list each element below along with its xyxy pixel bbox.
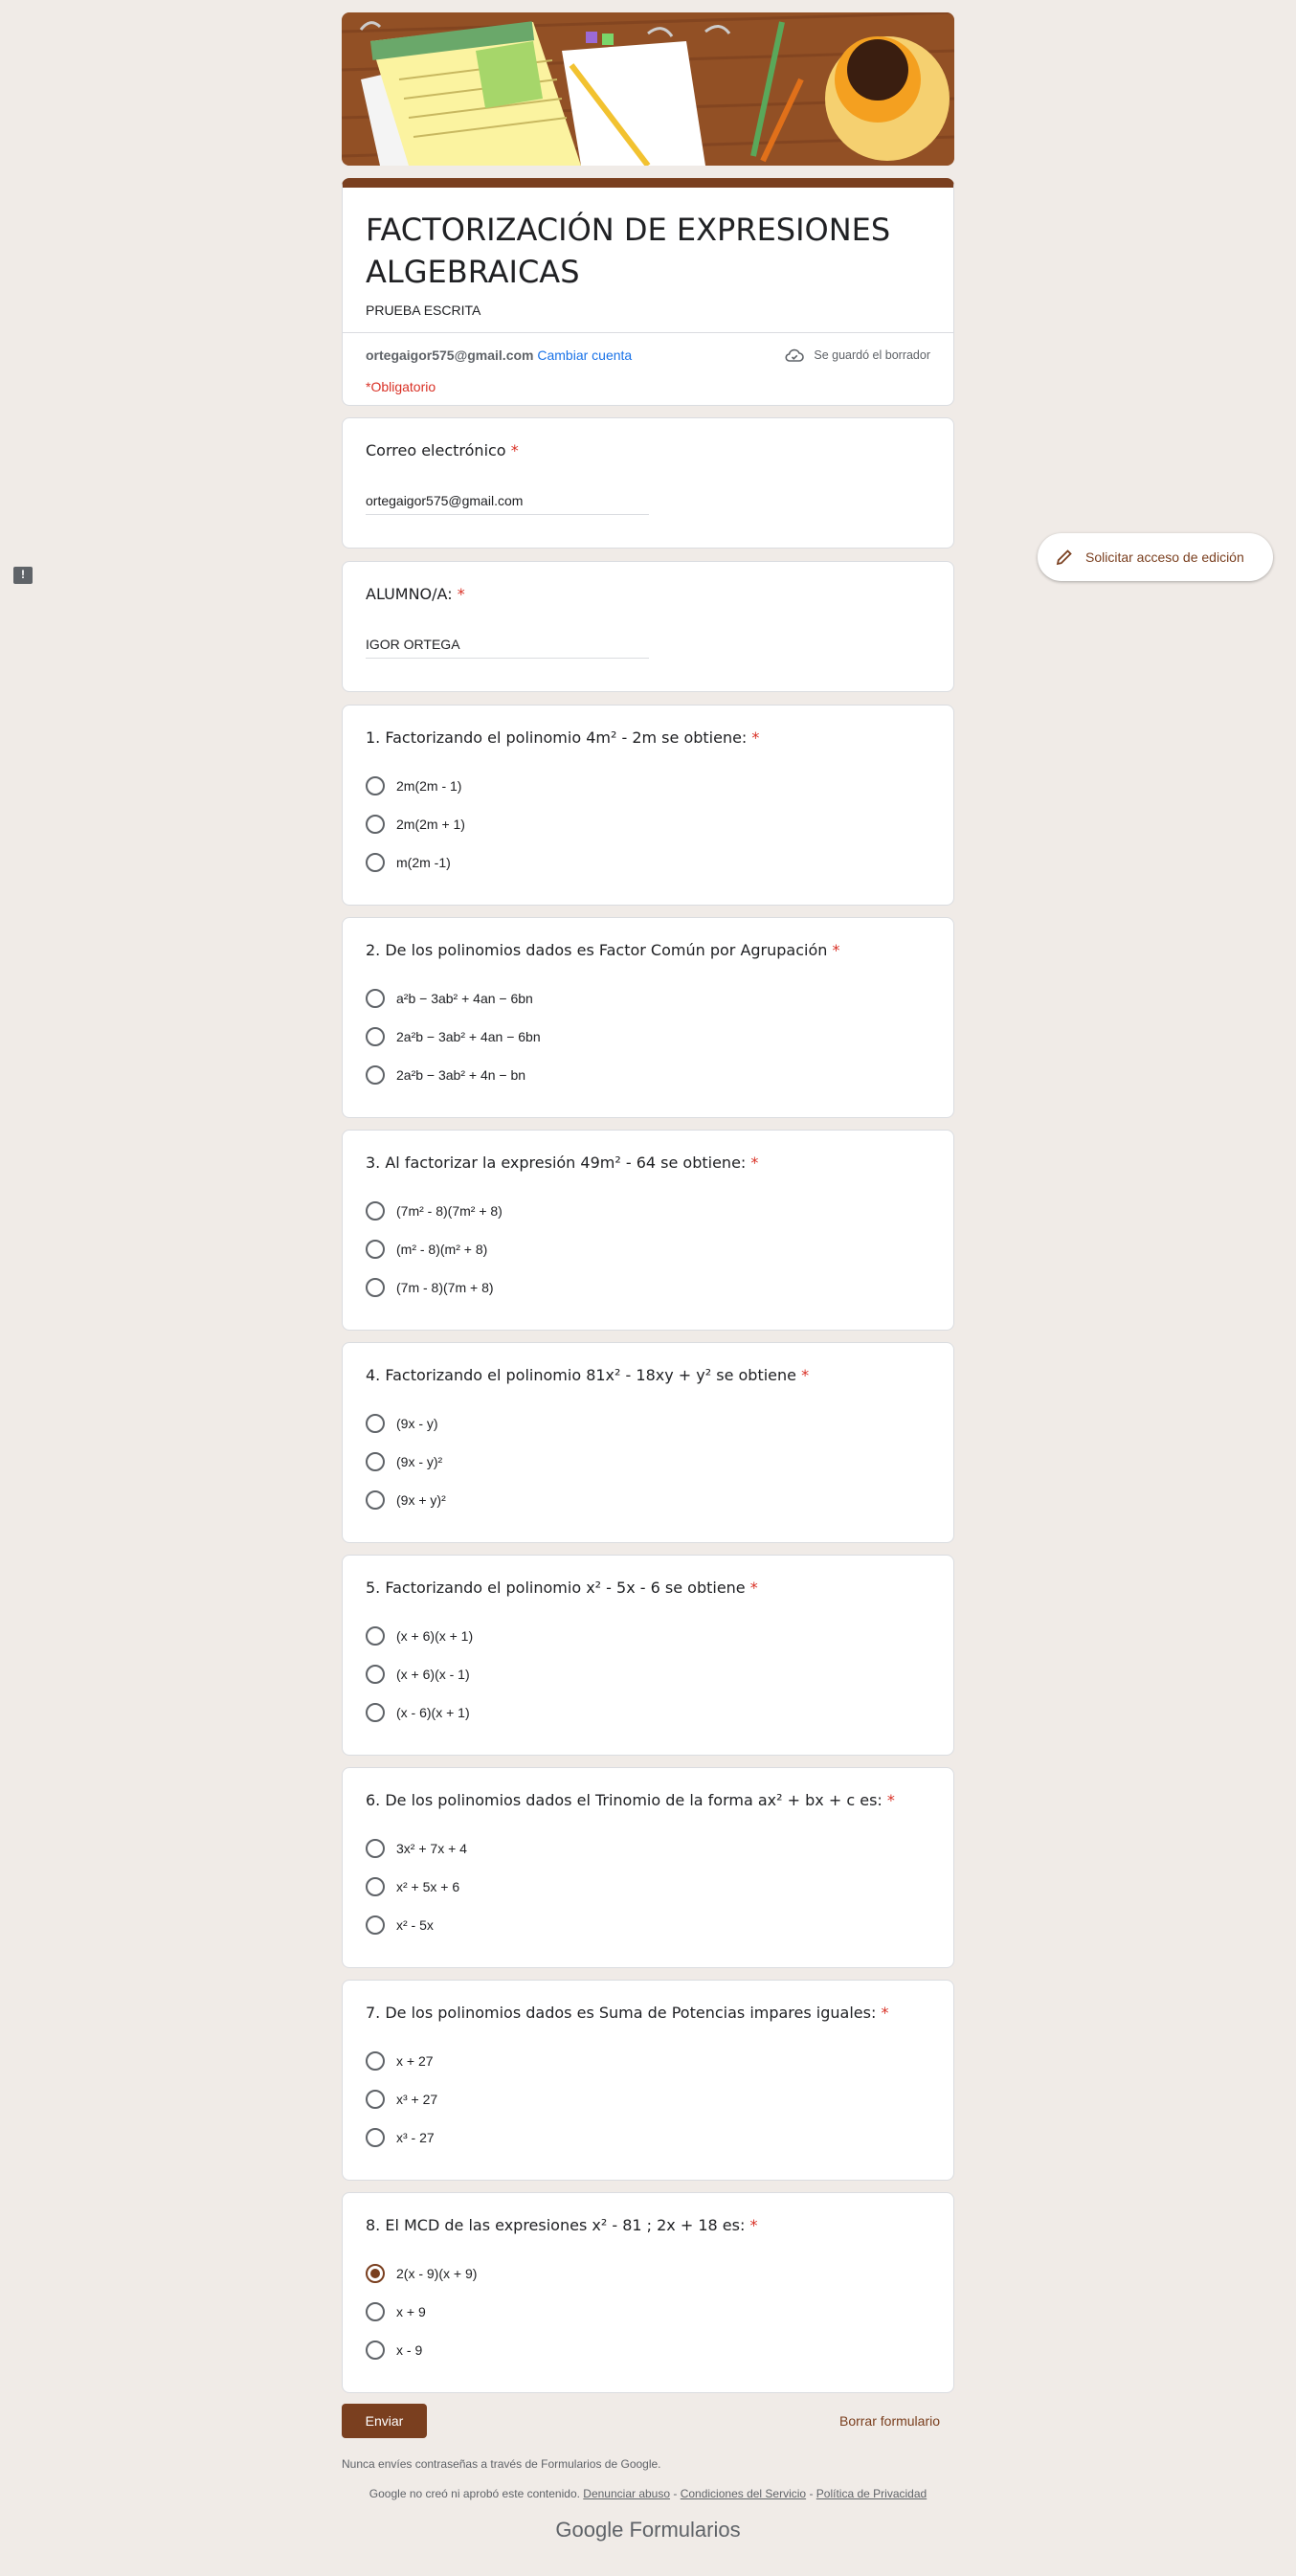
student-question-card (342, 561, 954, 692)
option-label: a²b − 3ab² + 4an − 6bn (396, 991, 533, 1006)
option-label: x - 9 (396, 2342, 423, 2358)
option-label: 2a²b − 3ab² + 4an − 6bn (396, 1029, 541, 1044)
radio-option[interactable] (366, 774, 461, 797)
student-name-field[interactable]: IGOR ORTEGA (366, 637, 649, 659)
required-star: * (747, 728, 760, 747)
radio-icon[interactable] (366, 1278, 385, 1297)
footer-links: Google no creó ni aprobó este contenido. Denunciar abuso - Condiciones del Servicio - Política de Privacidad (369, 2487, 927, 2500)
radio-icon[interactable] (366, 1915, 385, 1935)
question-title: Correo electrónico * (366, 441, 519, 459)
option-label: 2a²b − 3ab² + 4n − bn (396, 1067, 526, 1083)
form-description: PRUEBA ESCRITA (366, 302, 481, 318)
question-card-4 (342, 1342, 954, 1543)
submit-button[interactable]: Enviar (342, 2404, 427, 2438)
radio-icon[interactable] (366, 1703, 385, 1722)
question-title: 4. Factorizando el polinomio 81x² - 18xy + y² se obtiene * (366, 1366, 810, 1384)
question-title: 6. De los polinomios dados el Trinomio de la forma ax² + bx + c es: * (366, 1791, 895, 1809)
option-label: (x + 6)(x + 1) (396, 1628, 474, 1644)
required-star: * (745, 1579, 758, 1597)
radio-icon[interactable] (366, 2341, 385, 2360)
radio-option[interactable] (366, 1450, 442, 1473)
privacy-link[interactable]: Política de Privacidad (816, 2487, 927, 2500)
radio-option[interactable] (366, 813, 465, 836)
save-status (785, 347, 930, 363)
desk-illustration (342, 12, 954, 166)
radio-option[interactable] (366, 1412, 438, 1435)
radio-icon[interactable] (366, 2128, 385, 2147)
radio-option[interactable] (366, 2088, 437, 2111)
option-label: (m² - 8)(m² + 8) (396, 1242, 488, 1257)
account-line (366, 347, 632, 363)
question-card-2 (342, 917, 954, 1118)
required-note: *Obligatorio (366, 379, 436, 394)
radio-option[interactable] (366, 1199, 503, 1222)
question-title: 8. El MCD de las expresiones x² - 81 ; 2x + 18 es: * (366, 2216, 758, 2234)
option-label: 2(x - 9)(x + 9) (396, 2266, 478, 2281)
option-label: (9x - y) (396, 1416, 438, 1431)
option-label: (9x + y)² (396, 1492, 446, 1508)
question-title: ALUMNO/A: * (366, 585, 465, 603)
password-warning: Nunca envíes contraseñas a través de Formularios de Google. (342, 2457, 661, 2471)
option-label: 3x² + 7x + 4 (396, 1841, 467, 1856)
radio-icon[interactable] (366, 1201, 385, 1221)
question-title: 2. De los polinomios dados es Factor Común por Agrupación * (366, 941, 840, 959)
radio-option[interactable] (366, 1875, 459, 1898)
account-email: ortegaigor575@gmail.com (366, 347, 534, 363)
question-title: 5. Factorizando el polinomio x² - 5x - 6 se obtiene * (366, 1579, 758, 1597)
radio-option[interactable] (366, 1064, 525, 1086)
option-label: 2m(2m - 1) (396, 778, 462, 794)
radio-icon[interactable] (366, 2051, 385, 2071)
radio-option[interactable] (366, 1025, 541, 1048)
option-label: x² - 5x (396, 1917, 434, 1933)
radio-option[interactable] (366, 2262, 477, 2285)
radio-option[interactable] (366, 1489, 446, 1512)
radio-icon[interactable] (366, 2090, 385, 2109)
radio-icon[interactable] (366, 1490, 385, 1510)
option-label: x + 9 (396, 2304, 426, 2319)
required-star: * (745, 2216, 758, 2234)
question-title: 3. Al factorizar la expresión 49m² - 64 se obtiene: * (366, 1154, 759, 1172)
email-field[interactable]: ortegaigor575@gmail.com (366, 493, 649, 515)
radio-icon[interactable] (366, 1665, 385, 1684)
option-label: (x - 6)(x + 1) (396, 1705, 470, 1720)
question-card-5 (342, 1555, 954, 1756)
required-star: * (746, 1154, 759, 1172)
option-label: x³ - 27 (396, 2130, 435, 2145)
radio-option[interactable] (366, 1276, 494, 1299)
request-edit-access-button[interactable] (1038, 533, 1273, 581)
radio-option[interactable] (366, 1238, 487, 1261)
option-label: x² + 5x + 6 (396, 1879, 460, 1894)
required-star: * (827, 941, 840, 959)
question-card-7 (342, 1980, 954, 2181)
radio-icon[interactable] (366, 1839, 385, 1858)
radio-icon[interactable] (366, 2264, 385, 2283)
question-card-6 (342, 1767, 954, 1968)
option-label: m(2m -1) (396, 855, 451, 870)
required-star: * (876, 2004, 889, 2022)
question-card-1 (342, 705, 954, 906)
clear-form-button[interactable]: Borrar formulario (838, 2413, 941, 2429)
option-label: 2m(2m + 1) (396, 817, 465, 832)
cloud-saved-icon (785, 347, 804, 363)
radio-option[interactable] (366, 851, 451, 874)
radio-option[interactable] (366, 1837, 467, 1860)
question-card-8 (342, 2192, 954, 2393)
radio-option[interactable] (366, 1701, 470, 1724)
save-status-text: Se guardó el borrador (814, 348, 930, 362)
form-title: FACTORIZACIÓN DE EXPRESIONES ALGEBRAICAS (366, 212, 891, 290)
disclaimer-text: Google no creó ni aprobó este contenido. (369, 2487, 580, 2500)
switch-account-link[interactable]: Cambiar cuenta (537, 347, 633, 363)
form-header-card (342, 178, 954, 406)
question-title: 1. Factorizando el polinomio 4m² - 2m se obtiene: * (366, 728, 760, 747)
radio-icon[interactable] (366, 1626, 385, 1646)
header-banner (342, 12, 954, 166)
question-title: 7. De los polinomios dados es Suma de Potencias impares iguales: * (366, 2004, 889, 2022)
required-star: * (882, 1791, 895, 1809)
radio-icon[interactable] (366, 1240, 385, 1259)
radio-icon[interactable] (366, 2302, 385, 2321)
option-label: x³ + 27 (396, 2092, 438, 2107)
option-label: (9x - y)² (396, 1454, 443, 1469)
request-edit-access-label: Solicitar acceso de edición (1085, 549, 1244, 565)
terms-link[interactable]: Condiciones del Servicio (680, 2487, 807, 2500)
radio-option[interactable] (366, 2050, 434, 2072)
divider (343, 332, 953, 333)
option-label: (7m - 8)(7m + 8) (396, 1280, 494, 1295)
radio-option[interactable] (366, 1663, 470, 1686)
radio-option[interactable] (366, 987, 533, 1010)
question-card-3 (342, 1130, 954, 1331)
radio-icon[interactable] (366, 1027, 385, 1046)
email-question-card (342, 417, 954, 549)
radio-icon[interactable] (366, 989, 385, 1008)
radio-option[interactable] (366, 1914, 434, 1937)
option-label: (x + 6)(x - 1) (396, 1667, 470, 1682)
option-label: (7m² - 8)(7m² + 8) (396, 1203, 503, 1219)
radio-option[interactable] (366, 1624, 473, 1647)
radio-icon[interactable] (366, 1414, 385, 1433)
radio-option[interactable] (366, 2300, 426, 2323)
radio-icon[interactable] (366, 815, 385, 834)
pencil-icon (1055, 548, 1074, 567)
radio-option[interactable] (366, 2339, 422, 2362)
radio-icon[interactable] (366, 1065, 385, 1085)
google-forms-logo (342, 2518, 954, 2542)
radio-option[interactable] (366, 2126, 435, 2149)
radio-icon[interactable] (366, 1877, 385, 1896)
required-star: * (795, 1366, 810, 1384)
report-icon[interactable]: ! (13, 567, 33, 584)
option-label: x + 27 (396, 2053, 434, 2069)
brand-product: Formularios (629, 2518, 741, 2542)
radio-icon[interactable] (366, 776, 385, 795)
radio-icon[interactable] (366, 1452, 385, 1471)
report-abuse-link[interactable]: Denunciar abuso (583, 2487, 671, 2500)
radio-icon[interactable] (366, 853, 385, 872)
brand-google: Google (555, 2518, 624, 2542)
